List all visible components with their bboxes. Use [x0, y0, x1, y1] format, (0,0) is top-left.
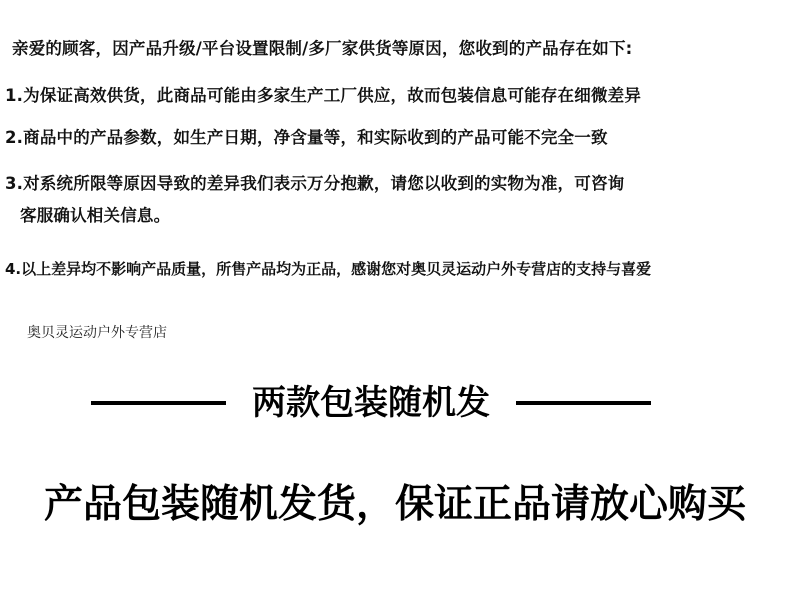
- notice-intro: 亲爱的顾客，因产品升级/平台设置限制/多厂家供货等原因，您收到的产品存在如下:: [12, 39, 633, 58]
- notice-item-3-line-2: 客服确认相关信息。: [20, 206, 171, 225]
- banner-dash-left: [91, 401, 226, 405]
- notice-item-2: 2.商品中的产品参数，如生产日期，净含量等，和实际收到的产品可能不完全一致: [5, 128, 608, 147]
- store-name: 奥贝灵运动户外专营店: [27, 325, 167, 341]
- packaging-banner: [91, 380, 651, 426]
- notice-item-3-line-1: 3.对系统所限等原因导致的差异我们表示万分抱歉，请您以收到的实物为准，可咨询: [5, 174, 625, 193]
- notice-item-4: 4.以上差异均不影响产品质量，所售产品均为正品，感谢您对奥贝灵运动户外专营店的支持与喜爱: [5, 260, 652, 278]
- notice-item-1: 1.为保证高效供货，此商品可能由多家生产工厂供应，故而包装信息可能存在细微差异: [5, 86, 642, 105]
- footer-slogan: 产品包装随机发货，保证正品请放心购买: [43, 482, 746, 527]
- banner-text: 两款包装随机发: [252, 383, 490, 423]
- banner-dash-right: [516, 401, 651, 405]
